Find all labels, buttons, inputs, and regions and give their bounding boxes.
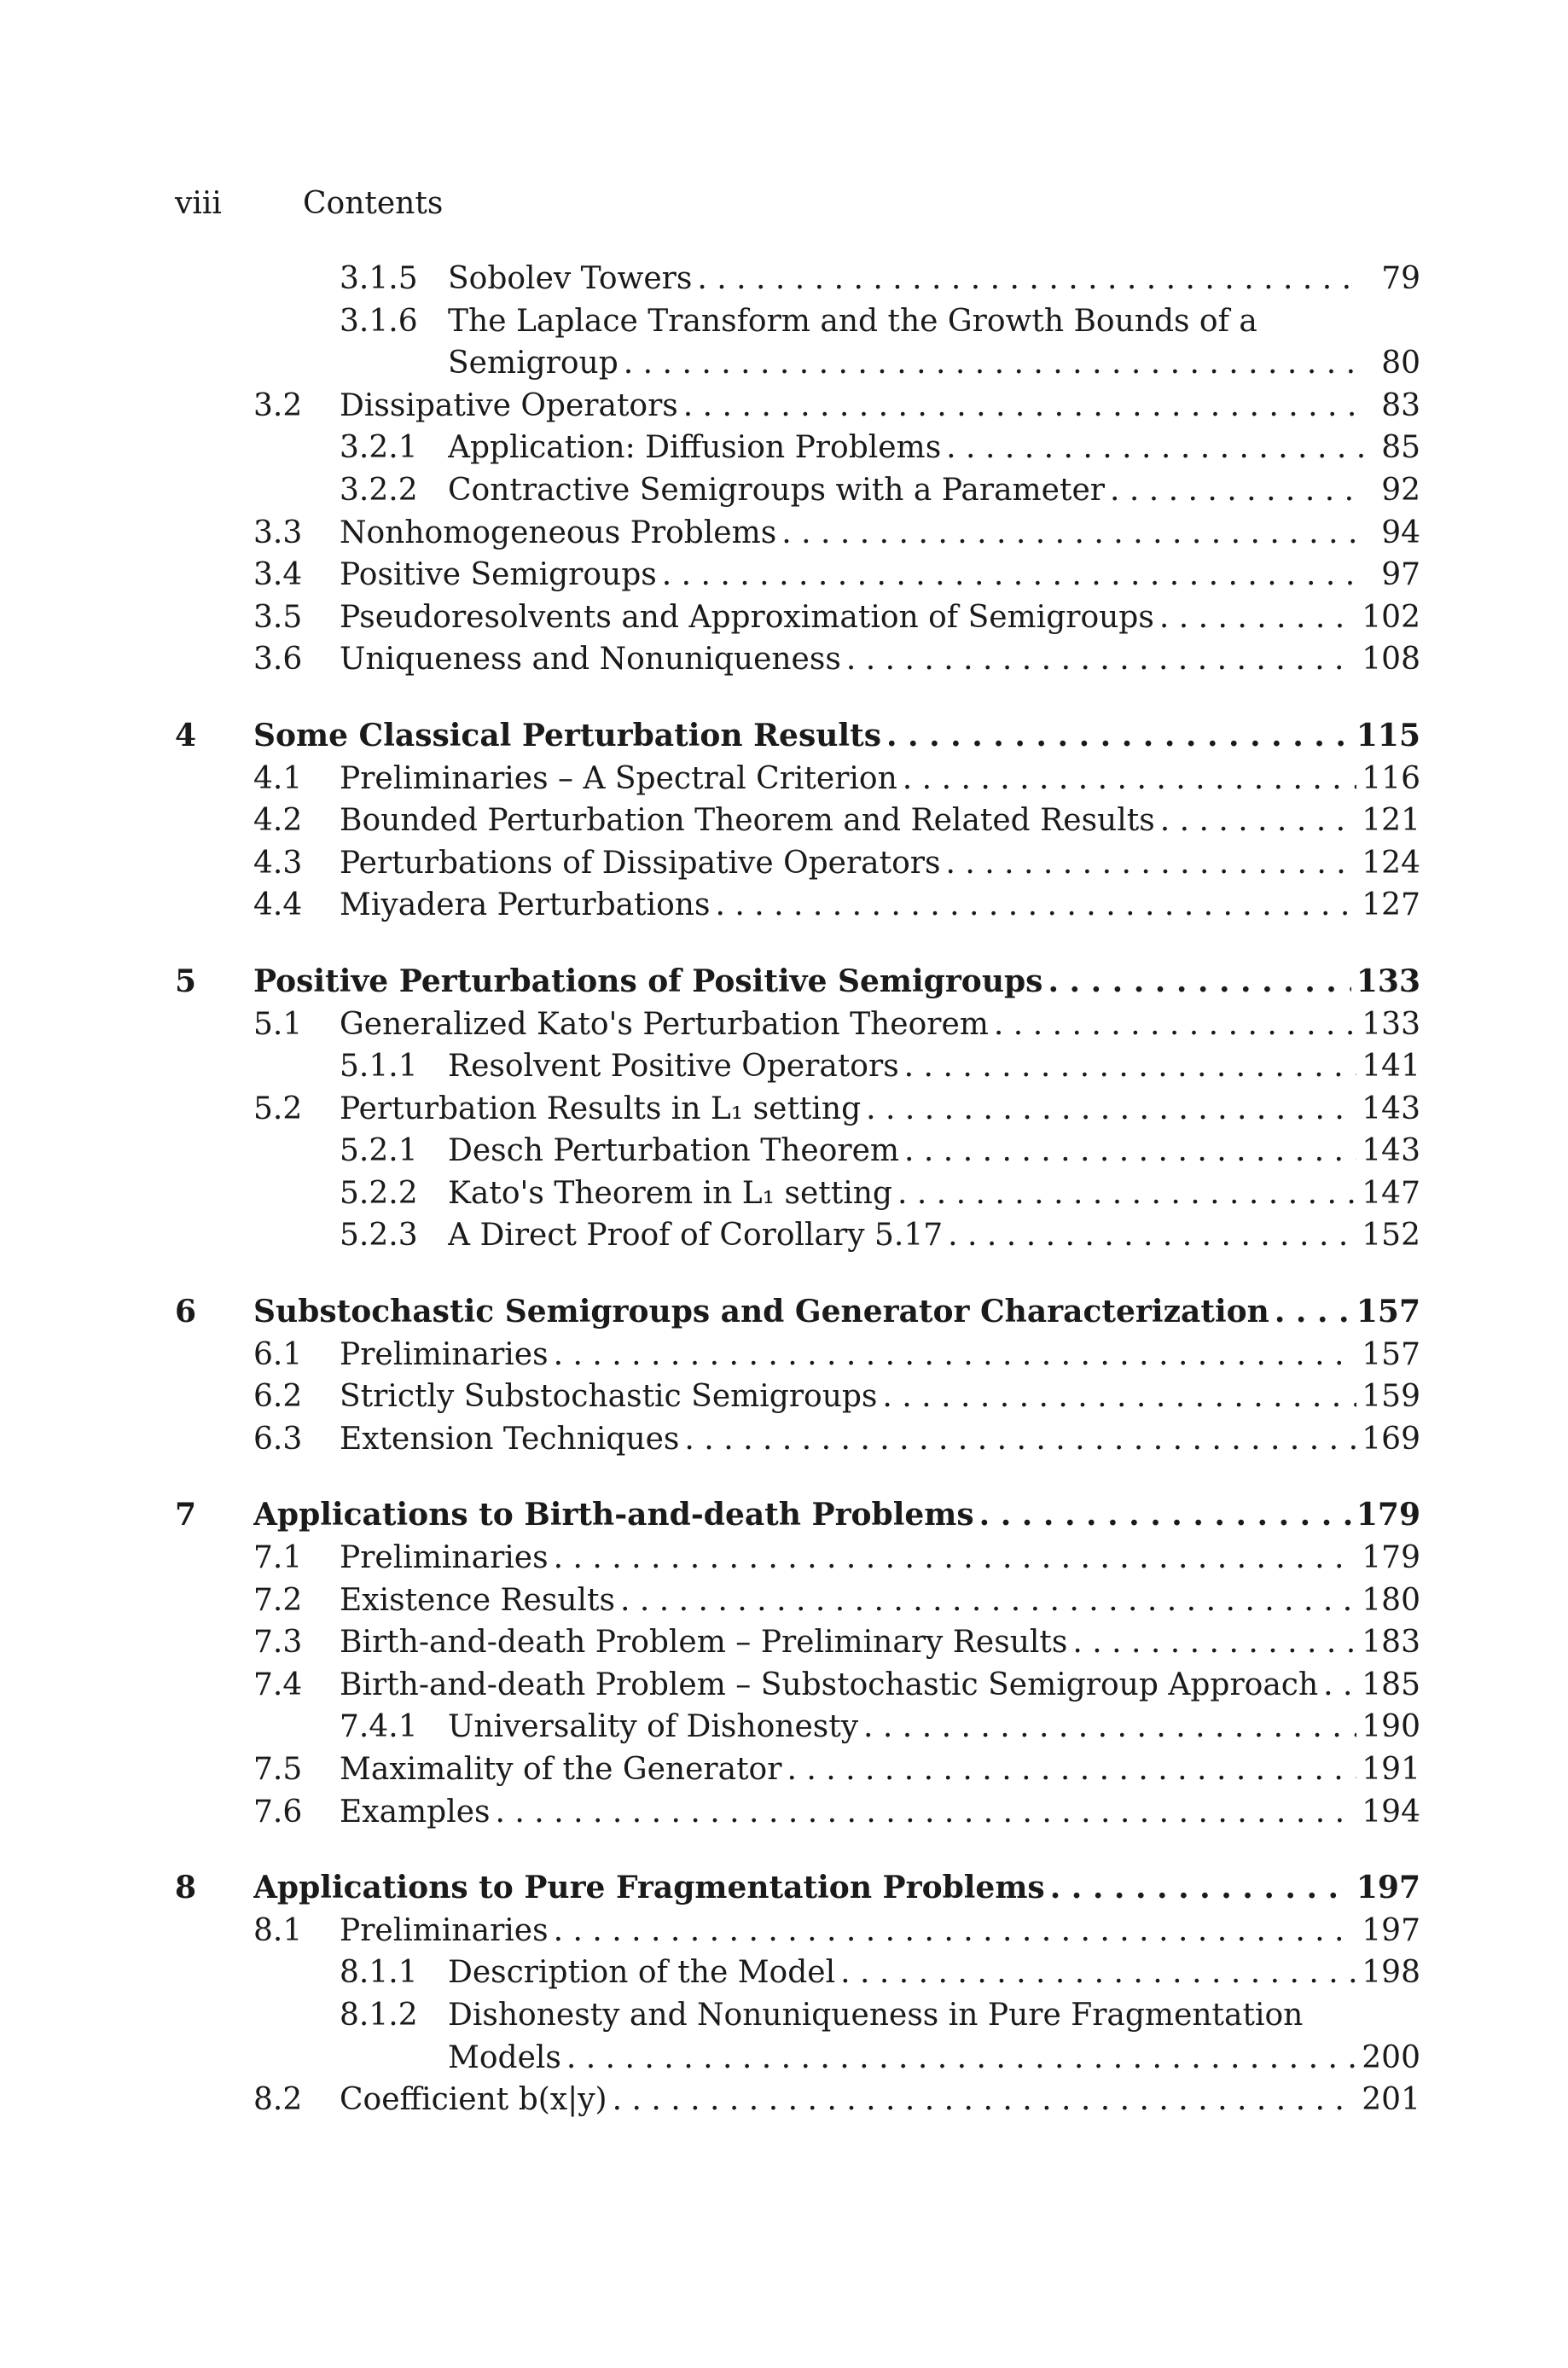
dot-leader: [554, 1334, 1357, 1376]
toc-entry-title: Desch Perturbation Theorem: [448, 1130, 904, 1172]
toc-entry[interactable]: [175, 1172, 1420, 1215]
toc-chapter-entry[interactable]: [175, 1867, 1420, 1910]
toc-entry[interactable]: [175, 800, 1420, 842]
toc-entry-title: Coefficient b(x|y): [340, 2079, 613, 2121]
toc-entry-title: Perturbations of Dissipative Operators: [340, 842, 945, 885]
running-header: [175, 183, 443, 224]
dot-leader: [863, 1706, 1356, 1748]
toc-entry-number: 7.6: [253, 1794, 303, 1830]
toc-entry-line: [340, 1664, 1420, 1707]
toc-entry-title: Preliminaries: [340, 1910, 554, 1952]
toc-entry-line: [340, 1910, 1420, 1952]
dot-leader: [787, 1748, 1356, 1791]
toc-entry-page: 197: [1356, 1910, 1420, 1952]
chapter-spacer: [175, 681, 1420, 715]
toc-entry-number: 8.2: [253, 2082, 303, 2118]
toc-entry-line: [340, 884, 1420, 927]
dot-leader: [948, 1214, 1356, 1257]
toc-entry-page: 143: [1356, 1130, 1420, 1172]
chapter-spacer: [175, 1833, 1420, 1867]
toc-entry-line: [340, 1748, 1420, 1791]
toc-entry-title: Perturbation Results in L₁ setting: [340, 1088, 866, 1131]
toc-chapter-entry[interactable]: [175, 961, 1420, 1004]
toc-entry-line: [448, 342, 1420, 385]
dot-leader: [683, 385, 1364, 428]
toc-entry-line: [253, 961, 1420, 1004]
toc-entry-page: 94: [1364, 512, 1420, 555]
toc-entry-line: [448, 2037, 1420, 2080]
toc-entry[interactable]: [175, 1706, 1420, 1748]
toc-entry-line: [253, 1291, 1420, 1334]
toc-entry-title: Miyadera Perturbations: [340, 884, 715, 927]
toc-entry-page: 169: [1356, 1418, 1420, 1461]
dot-leader: [904, 1130, 1356, 1172]
dot-leader: [897, 1172, 1356, 1215]
toc-entry-line: [448, 469, 1420, 512]
toc-entry-number: 3.3: [253, 515, 303, 550]
toc-entry-page: 85: [1364, 427, 1420, 469]
toc-entry[interactable]: [175, 2079, 1420, 2121]
toc-entry[interactable]: [175, 1130, 1420, 1172]
toc-entry[interactable]: [175, 469, 1420, 512]
toc-entry-page: 194: [1356, 1791, 1420, 1834]
dot-leader: [979, 1494, 1351, 1537]
dot-leader: [1275, 1291, 1351, 1334]
dot-leader: [904, 1045, 1357, 1088]
dot-leader: [903, 758, 1356, 800]
toc-entry-number: 8.1.2: [340, 1997, 418, 2033]
toc-entry-line: [340, 1418, 1420, 1461]
toc-entry-number: 5.2.2: [340, 1175, 418, 1211]
toc-entry-title: Dissipative Operators: [340, 385, 683, 428]
toc-entry-title: Universality of Dishonesty: [448, 1706, 863, 1748]
toc-entry[interactable]: [175, 1910, 1420, 1952]
toc-entry-line: [340, 842, 1420, 885]
dot-leader: [496, 1791, 1357, 1834]
toc-entry-line: [340, 800, 1420, 842]
toc-entry-line: [448, 1994, 1420, 2037]
toc-entry-title: Maximality of the Generator: [340, 1748, 787, 1791]
toc-entry[interactable]: [175, 1580, 1420, 1622]
toc-entry-number: 3.6: [253, 642, 303, 678]
toc-entry-page: 127: [1356, 884, 1420, 927]
toc-entry[interactable]: [175, 884, 1420, 927]
toc-entry-line: [448, 1130, 1420, 1172]
toc-entry-number: 3.2: [253, 387, 303, 423]
toc-entry-line: [340, 596, 1420, 639]
toc-entry[interactable]: [175, 1621, 1420, 1664]
toc-entry-line: [448, 1706, 1420, 1748]
toc-entry-page: 190: [1356, 1706, 1420, 1748]
toc-entry-line: [340, 1334, 1420, 1376]
toc-entry-title: Sobolev Towers: [448, 258, 697, 300]
toc-entry-title: Some Classical Perturbation Results: [253, 715, 886, 758]
toc-entry[interactable]: [175, 2037, 1420, 2080]
toc-entry[interactable]: [175, 638, 1420, 681]
toc-entry[interactable]: [175, 1214, 1420, 1257]
toc-chapter-entry[interactable]: [175, 715, 1420, 758]
toc-entry-line: [253, 1494, 1420, 1537]
toc-entry-line: [340, 638, 1420, 681]
toc-entry-number: 4.1: [253, 760, 303, 796]
toc-entry-page: 80: [1364, 342, 1420, 385]
toc-entry-title: Models: [448, 2037, 566, 2080]
toc-entry-title: Resolvent Positive Operators: [448, 1045, 904, 1088]
toc-entry-page: 157: [1356, 1334, 1420, 1376]
toc-entry-page: 180: [1356, 1580, 1420, 1622]
page-number: viii: [175, 186, 222, 221]
toc-entry-page: 200: [1356, 2037, 1420, 2080]
toc-entry-title: Examples: [340, 1791, 496, 1834]
toc-entry-page: 133: [1351, 961, 1420, 1004]
dot-leader: [624, 342, 1364, 385]
toc-entry-title: Birth-and-death Problem – Substochastic Semigroup Approach: [340, 1664, 1323, 1707]
toc-entry-page: 116: [1356, 758, 1420, 800]
toc-entry-line: [340, 512, 1420, 555]
toc-entry-line: [340, 758, 1420, 800]
toc-entry[interactable]: [175, 1748, 1420, 1791]
toc-entry-number: 8.1.1: [340, 1955, 418, 1991]
toc-entry-title: Applications to Pure Fragmentation Problems: [253, 1867, 1050, 1910]
toc-entry[interactable]: [175, 385, 1420, 428]
dot-leader: [715, 884, 1356, 927]
toc-entry-number: 7.1: [253, 1540, 303, 1576]
toc-entry-title: Preliminaries: [340, 1537, 554, 1580]
toc-entry-line: [340, 2079, 1420, 2121]
toc-entry-title: Positive Semigroups: [340, 554, 662, 596]
toc-entry-page: 191: [1356, 1748, 1420, 1791]
toc-entry-title: Uniqueness and Nonuniqueness: [340, 638, 846, 681]
toc-entry-title: Dishonesty and Nonuniqueness in Pure Fragmentation: [448, 1998, 1308, 2033]
toc-entry-number: 6.2: [253, 1379, 303, 1415]
toc-entry-title: Bounded Perturbation Theorem and Related Results: [340, 800, 1160, 842]
toc-entry-page: 92: [1364, 469, 1420, 512]
toc-entry-line: [253, 715, 1420, 758]
toc-entry[interactable]: [175, 342, 1420, 385]
toc-entry-number: 7.2: [253, 1582, 303, 1618]
toc-entry-page: 124: [1356, 842, 1420, 885]
toc-entry[interactable]: [175, 427, 1420, 469]
toc-entry-page: 133: [1356, 1004, 1420, 1046]
toc-entry-page: 79: [1364, 258, 1420, 300]
toc-entry-page: 147: [1356, 1172, 1420, 1215]
toc-entry-line: [340, 1791, 1420, 1834]
dot-leader: [1159, 596, 1356, 639]
toc-entry[interactable]: [175, 300, 1420, 343]
chapter-spacer: [175, 1460, 1420, 1494]
toc-entry-number: 5.2: [253, 1091, 303, 1126]
toc-entry-line: [448, 1172, 1420, 1215]
toc-entry[interactable]: [175, 1791, 1420, 1834]
dot-leader: [994, 1004, 1356, 1046]
dot-leader: [882, 1376, 1356, 1418]
toc-entry-line: [340, 1537, 1420, 1580]
toc-entry[interactable]: [175, 1994, 1420, 2037]
dot-leader: [1110, 469, 1364, 512]
toc-entry-number: 7.5: [253, 1752, 303, 1787]
toc-entry-number: 5.2.1: [340, 1133, 418, 1169]
toc-entry-number: 5.1.1: [340, 1049, 418, 1085]
toc-entry-line: [448, 1045, 1420, 1088]
toc-entry-title: Description of the Model: [448, 1952, 840, 1994]
toc-entry-number: 7.4: [253, 1667, 303, 1702]
toc-entry-number: 7: [175, 1497, 197, 1533]
chapter-spacer: [175, 927, 1420, 961]
dot-leader: [945, 842, 1356, 885]
toc-entry-page: 179: [1351, 1494, 1420, 1537]
toc-entry-page: 141: [1356, 1045, 1420, 1088]
toc-entry-number: 6.1: [253, 1336, 303, 1372]
toc-entry-title: Positive Perturbations of Positive Semigroups: [253, 961, 1048, 1004]
toc-entry-title: Preliminaries: [340, 1334, 554, 1376]
dot-leader: [1160, 800, 1357, 842]
toc-entry-line: [340, 385, 1420, 428]
running-title: Contents: [303, 186, 444, 221]
toc-entry-title: The Laplace Transform and the Growth Bounds of a: [448, 304, 1263, 339]
dot-leader: [566, 2037, 1356, 2080]
toc-entry-page: 143: [1356, 1088, 1420, 1131]
toc-entry-page: 102: [1356, 596, 1420, 639]
dot-leader: [1072, 1621, 1356, 1664]
toc-entry[interactable]: [175, 842, 1420, 885]
toc-entry[interactable]: [175, 1376, 1420, 1418]
chapter-spacer: [175, 1257, 1420, 1291]
dot-leader: [1048, 961, 1350, 1004]
toc-entry[interactable]: [175, 1664, 1420, 1707]
toc-entry-title: Generalized Kato's Perturbation Theorem: [340, 1004, 994, 1046]
toc-entry-title: Birth-and-death Problem – Preliminary Results: [340, 1621, 1072, 1664]
dot-leader: [1323, 1664, 1356, 1707]
toc-entry-title: Extension Techniques: [340, 1418, 684, 1461]
dot-leader: [946, 427, 1364, 469]
toc-entry-number: 3.1.5: [340, 261, 418, 296]
toc-entry-line: [340, 1088, 1420, 1131]
toc-entry-number: 5.1: [253, 1006, 303, 1042]
dot-leader: [697, 258, 1364, 300]
toc-entry-title: Substochastic Semigroups and Generator Characterization: [253, 1291, 1275, 1334]
toc-entry[interactable]: [175, 1045, 1420, 1088]
toc-entry-line: [340, 1580, 1420, 1622]
toc-entry-line: [340, 554, 1420, 596]
toc-entry-page: 201: [1356, 2079, 1420, 2121]
toc-entry-number: 6.3: [253, 1421, 303, 1457]
toc-entry-title: Kato's Theorem in L₁ setting: [448, 1172, 897, 1215]
toc-entry-page: 157: [1351, 1291, 1420, 1334]
dot-leader: [1050, 1867, 1351, 1910]
dot-leader: [886, 715, 1351, 758]
toc-entry-line: [448, 258, 1420, 300]
toc-entry-page: 115: [1351, 715, 1420, 758]
toc-entry-title: Applications to Birth-and-death Problems: [253, 1494, 979, 1537]
toc-entry-number: 3.4: [253, 557, 303, 593]
toc-chapter-entry[interactable]: [175, 1494, 1420, 1537]
toc-entry-title: Contractive Semigroups with a Parameter: [448, 469, 1110, 512]
toc-entry-page: 183: [1356, 1621, 1420, 1664]
dot-leader: [846, 638, 1356, 681]
dot-leader: [781, 512, 1364, 555]
dot-leader: [554, 1910, 1357, 1952]
toc-entry-number: 5: [175, 963, 197, 999]
dot-leader: [866, 1088, 1356, 1131]
toc-entry-number: 6: [175, 1294, 197, 1330]
toc-entry[interactable]: [175, 758, 1420, 800]
toc-entry-title: Pseudoresolvents and Approximation of Semigroups: [340, 596, 1159, 639]
toc-entry-page: 83: [1364, 385, 1420, 428]
toc-entry-number: 4.4: [253, 887, 303, 923]
dot-leader: [613, 2079, 1357, 2121]
toc-entry-page: 197: [1351, 1867, 1420, 1910]
toc-entry-page: 108: [1356, 638, 1420, 681]
toc-entry-line: [448, 1952, 1420, 1994]
toc-entry-page: 152: [1356, 1214, 1420, 1257]
toc-chapter-entry[interactable]: [175, 1291, 1420, 1334]
toc-entry-title: A Direct Proof of Corollary 5.17: [448, 1214, 948, 1257]
toc-entry-line: [340, 1376, 1420, 1418]
toc-entry-number: 3.1.6: [340, 303, 418, 339]
toc-entry-title: Existence Results: [340, 1580, 620, 1622]
table-of-contents: [175, 258, 1420, 2121]
toc-entry-title: Semigroup: [448, 342, 624, 385]
toc-entry[interactable]: [175, 1334, 1420, 1376]
toc-entry-page: 198: [1356, 1952, 1420, 1994]
toc-entry-number: 5.2.3: [340, 1218, 418, 1254]
toc-entry-line: [253, 1867, 1420, 1910]
toc-entry-number: 8: [175, 1870, 197, 1906]
toc-entry-number: 7.3: [253, 1625, 303, 1661]
toc-entry-number: 7.4.1: [340, 1709, 418, 1745]
toc-entry[interactable]: [175, 554, 1420, 596]
toc-entry-number: 4.2: [253, 803, 303, 839]
dot-leader: [620, 1580, 1356, 1622]
dot-leader: [662, 554, 1364, 596]
toc-entry[interactable]: [175, 512, 1420, 555]
toc-entry-line: [340, 1004, 1420, 1046]
toc-entry[interactable]: [175, 1537, 1420, 1580]
toc-entry-line: [448, 300, 1420, 343]
toc-entry-title: Strictly Substochastic Semigroups: [340, 1376, 882, 1418]
toc-entry[interactable]: [175, 596, 1420, 639]
toc-entry-number: 3.2.2: [340, 472, 418, 508]
toc-entry-line: [340, 1621, 1420, 1664]
toc-entry[interactable]: [175, 1418, 1420, 1461]
toc-entry-page: 159: [1356, 1376, 1420, 1418]
toc-entry-line: [448, 427, 1420, 469]
toc-entry-number: 8.1: [253, 1912, 303, 1948]
toc-entry-title: Application: Diffusion Problems: [448, 427, 946, 469]
toc-entry-page: 97: [1364, 554, 1420, 596]
toc-entry-number: 3.5: [253, 599, 303, 635]
dot-leader: [684, 1418, 1356, 1461]
toc-entry-title: Nonhomogeneous Problems: [340, 512, 781, 555]
toc-entry-page: 121: [1356, 800, 1420, 842]
toc-entry[interactable]: [175, 1088, 1420, 1131]
toc-entry[interactable]: [175, 1952, 1420, 1994]
dot-leader: [840, 1952, 1356, 1994]
toc-entry-number: 4: [175, 717, 197, 753]
toc-entry[interactable]: [175, 1004, 1420, 1046]
dot-leader: [554, 1537, 1357, 1580]
toc-entry-page: 185: [1356, 1664, 1420, 1707]
toc-entry-title: Preliminaries – A Spectral Criterion: [340, 758, 903, 800]
toc-entry[interactable]: [175, 258, 1420, 300]
toc-entry-page: 179: [1356, 1537, 1420, 1580]
toc-entry-number: 3.2.1: [340, 430, 418, 466]
toc-entry-number: 4.3: [253, 845, 303, 881]
toc-entry-line: [448, 1214, 1420, 1257]
